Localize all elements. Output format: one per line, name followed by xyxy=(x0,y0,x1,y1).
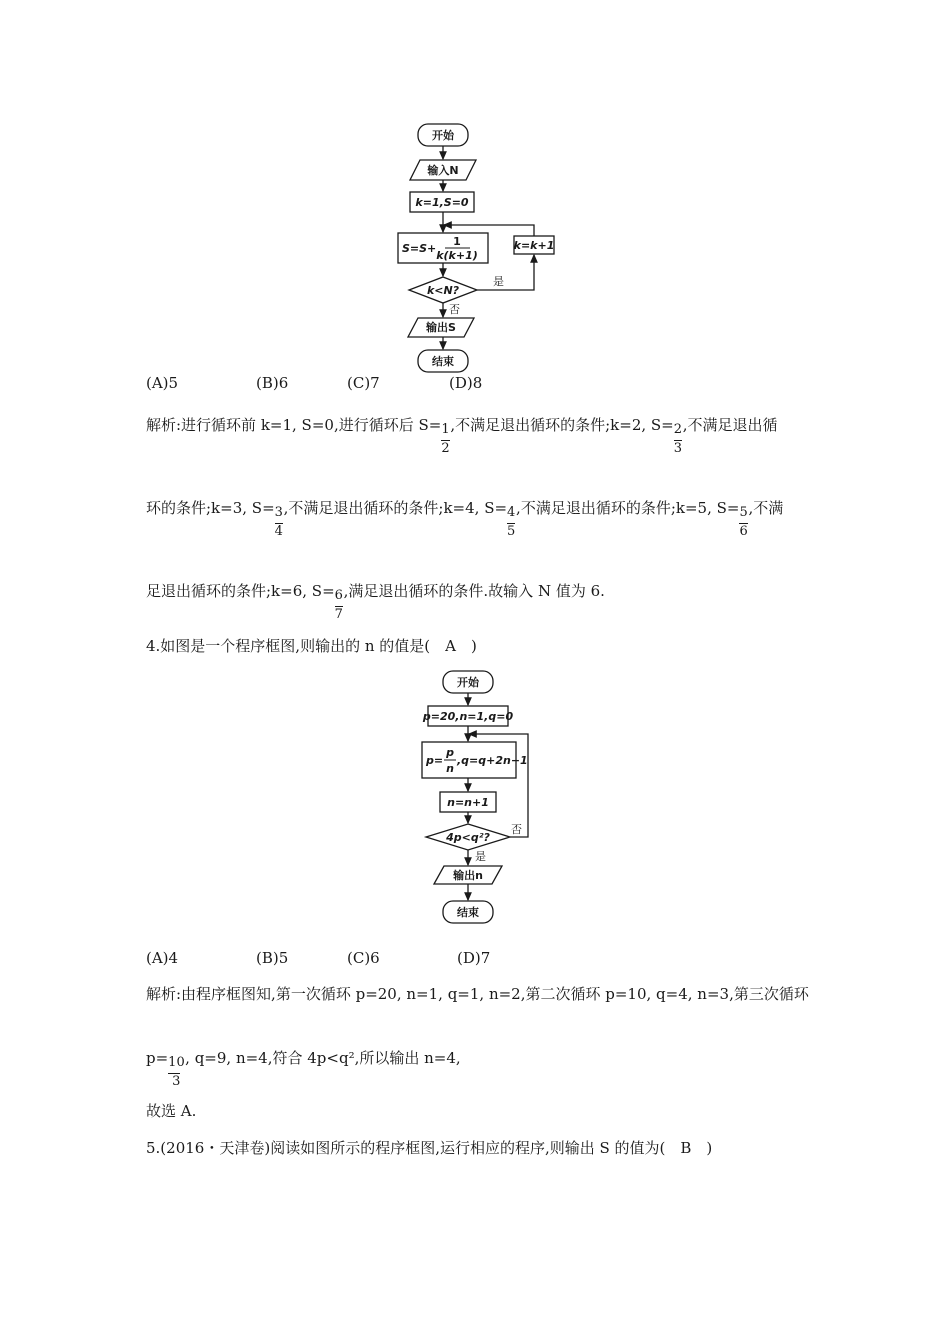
process-num-label: p xyxy=(446,746,454,759)
q3-choice-b: (B)6 xyxy=(256,374,289,392)
output-label: 输出n xyxy=(453,869,483,882)
process-den-label: n xyxy=(446,762,454,775)
yes-label: 是 xyxy=(493,275,504,288)
process-b-label: ,q=q+2n−1 xyxy=(457,754,528,767)
init-label: k=1,S=0 xyxy=(415,196,469,209)
q4-choice-a: (A)4 xyxy=(146,949,179,967)
process-den-label: k(k+1) xyxy=(436,249,478,262)
condition-label: k<N? xyxy=(426,284,460,297)
q3-choice-a: (A)5 xyxy=(146,374,179,392)
process-num-label: 1 xyxy=(453,235,461,248)
q4-choice-d: (D)7 xyxy=(457,949,491,967)
end-label: 结束 xyxy=(457,906,479,919)
q3-analysis-line-3: 足退出循环的条件;k=6, S= $\frac{6}{7}$ ,满足退出循环的条件.故输入 N 值为 6. xyxy=(146,582,605,622)
q3-analysis-line-2: 环的条件;k=3, S= $\frac{3}{4}$ ,不满足退出循环的条件;k=4, S= $\frac{4}{5}$ ,不满足退出循环的条件;k=5, S= $\frac{5}{6}$ ,不满 xyxy=(146,499,784,539)
start-label: 开始 xyxy=(457,676,479,689)
q4-conclusion: 故选 A. xyxy=(146,1102,197,1120)
no-label: 否 xyxy=(511,823,522,836)
init-label: p=20,n=1,q=0 xyxy=(422,710,514,723)
q3-choice-d: (D)8 xyxy=(449,374,483,392)
q4-question: 4.如图是一个程序框图,则输出的 n 的值是( A ) xyxy=(146,637,477,655)
process-a-label: p= xyxy=(426,754,444,767)
start-label: 开始 xyxy=(432,129,454,142)
condition-label: 4p<q²? xyxy=(446,831,490,844)
yes-label: 是 xyxy=(475,850,486,863)
q4-analysis-line-2: p= $\frac{10}{3}$ , q=9, n=4,符合 4p<q²,所以输出 n=4, xyxy=(146,1049,461,1089)
q4-analysis-line-1: 解析:由程序框图知,第一次循环 p=20, n=1, q=1, n=2,第二次循环 p=10, q=4, n=3,第三次循环 xyxy=(146,985,809,1003)
q3-choice-c: (C)7 xyxy=(347,374,380,392)
output-label: 输出S xyxy=(426,321,456,334)
increment-label: k=k+1 xyxy=(513,239,555,252)
q5-question: 5.(2016・天津卷)阅读如图所示的程序框图,运行相应的程序,则输出 S 的值为( B ) xyxy=(146,1139,713,1157)
q3-analysis-line-1: 解析:进行循环前 k=1, S=0,进行循环后 S= $\frac{1}{2}$ ,不满足退出循环的条件;k=2, S= $\frac{2}{3}$ ,不满足退出循 xyxy=(146,416,778,456)
increment-label: n=n+1 xyxy=(447,796,489,809)
process-left-label: S=S+ xyxy=(402,242,437,255)
q4-choice-c: (C)6 xyxy=(347,949,380,967)
no-label: 否 xyxy=(449,303,460,316)
flowchart-2 xyxy=(0,660,950,940)
flowchart-1 xyxy=(0,0,950,380)
input-label: 输入N xyxy=(427,164,459,177)
q4-choice-b: (B)5 xyxy=(256,949,289,967)
end-label: 结束 xyxy=(432,355,454,368)
